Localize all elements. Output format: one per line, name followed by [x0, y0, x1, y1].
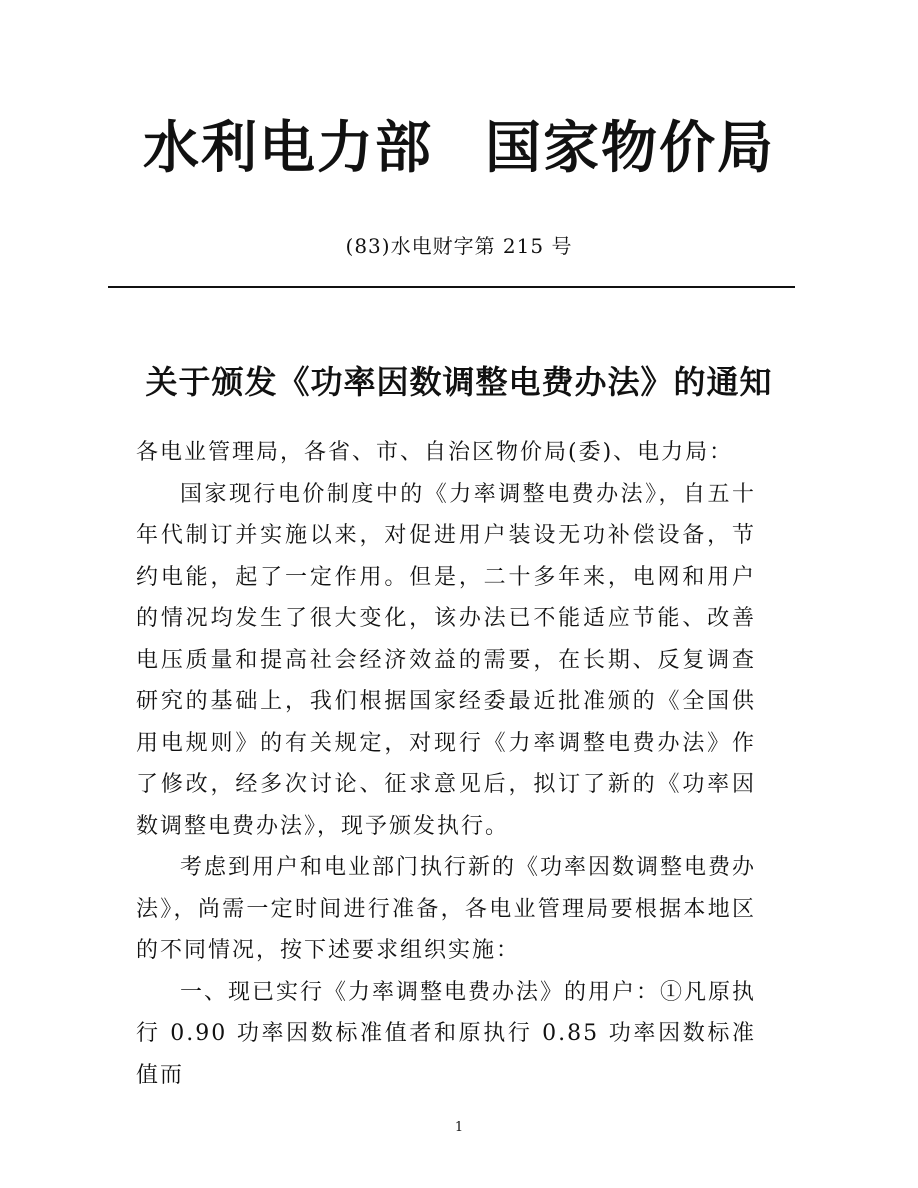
document-body — [136, 432, 756, 1096]
issuer-ministry: 水利电力部 — [143, 115, 433, 181]
body-paragraph: 一、现已实行《力率调整电费办法》的用户：①凡原执行 0.90 功率因数标准值者和原执行 0.85 功率因数标准值而 — [136, 979, 757, 1088]
issuer-price-bureau: 国家物价局 — [485, 115, 775, 181]
salutation: 各电业管理局，各省、市、自治区物价局(委)、电力局： — [136, 440, 734, 465]
body-paragraph: 国家现行电价制度中的《力率调整电费办法》，自五十年代制订并实施以来，对促进用户装设无功补偿设备，节约电能，起了一定作用。但是，二十多年来，电网和用户的情况均发生了很大变化，该办法已不能适应节能、改善电压质量和提高社会经济效益的需要，在长期、反复调查研究的基础上，我们根据国家经委最近批准颁的《全国供用电规则》的有关规定，对现行《力率调整电费办法》作了修改，经多次讨论、征求意见后，拟订了新的《功率因数调整电费办法》，现予颁发执行。 — [136, 481, 756, 839]
document-number: (83)水电财字第 215 号 — [345, 234, 573, 258]
issuing-authorities — [0, 108, 918, 188]
page-number: 1 — [454, 1120, 464, 1135]
body-paragraph: 考虑到用户和电业部门执行新的《功率因数调整电费办法》，尚需一定时间进行准备，各电业管理局要根据本地区的不同情况，按下述要求组织实施： — [136, 855, 757, 963]
header-divider — [108, 286, 795, 288]
document-title: 关于颁发《功率因数调整电费办法》的通知 — [145, 363, 773, 401]
